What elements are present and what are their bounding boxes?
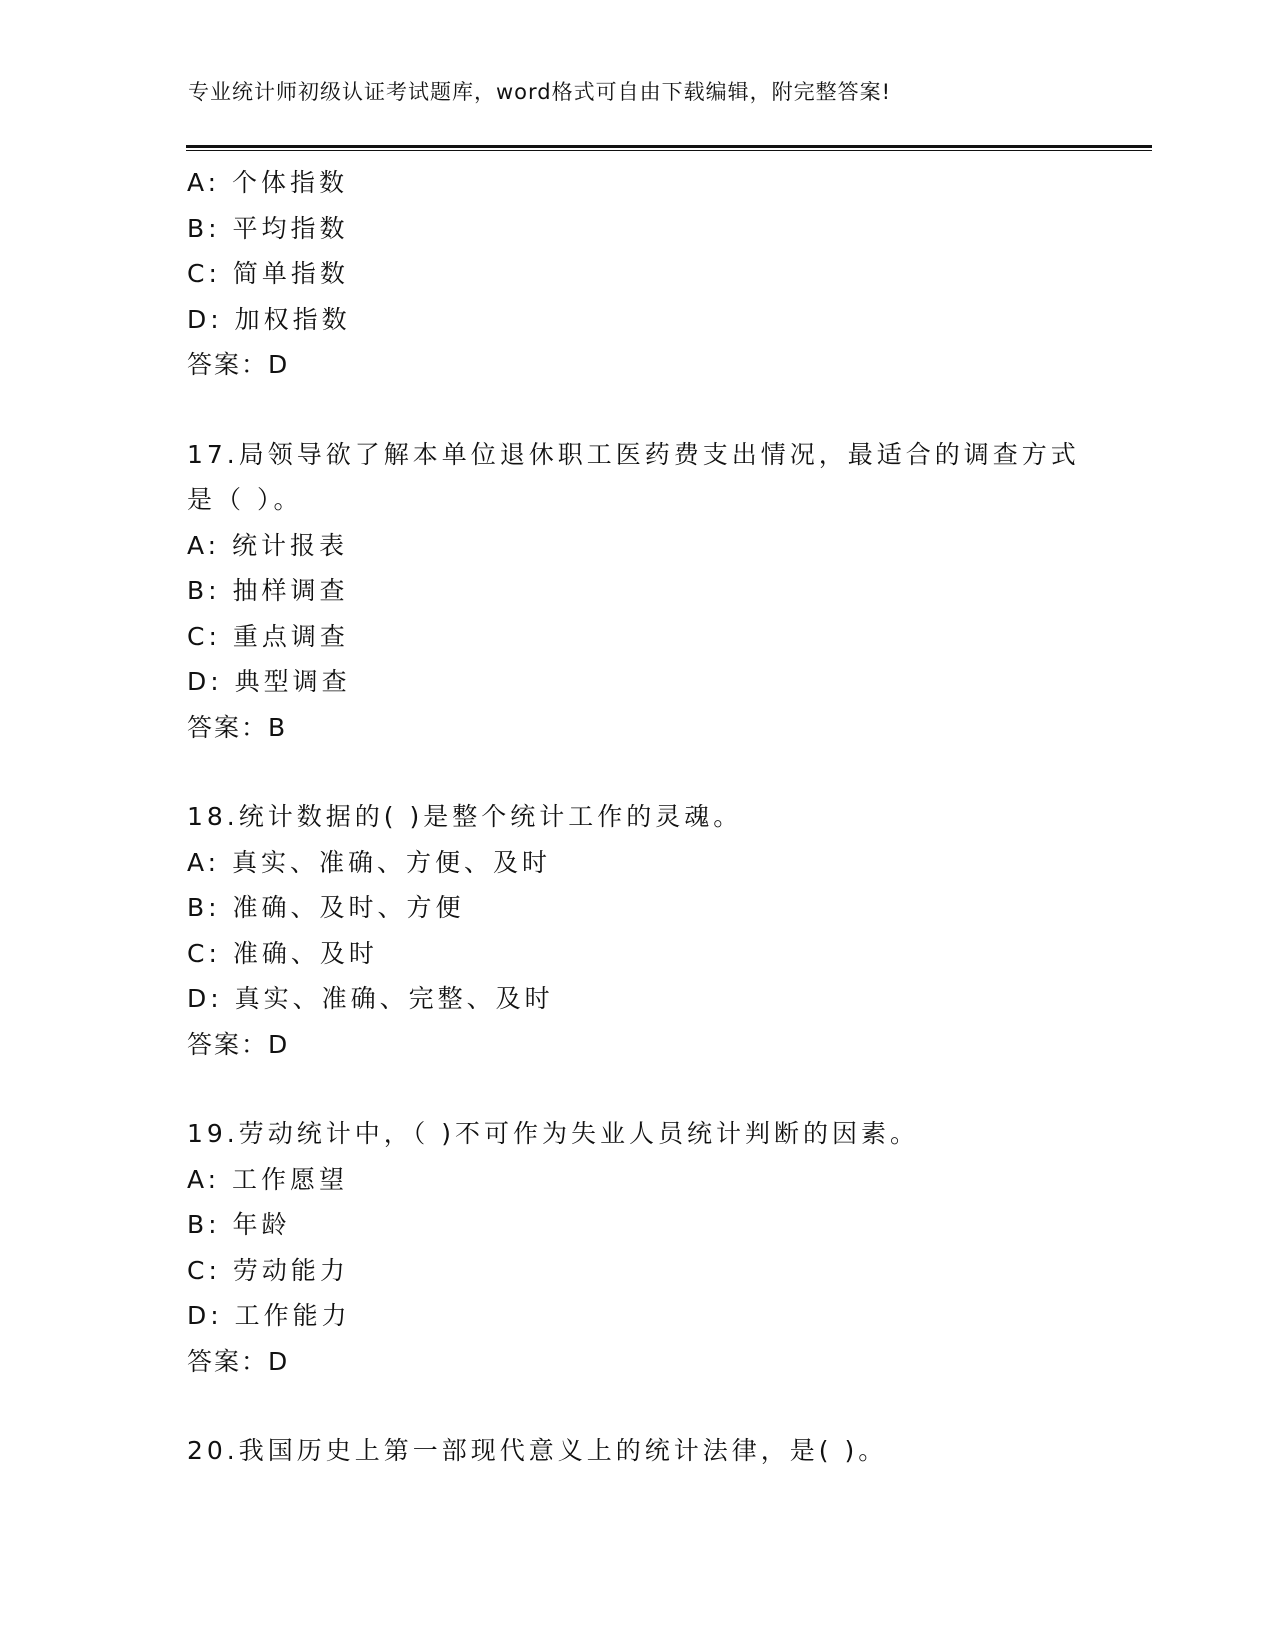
option-d: D: 真实、准确、完整、及时 <box>187 984 554 1013</box>
option-b: B: 抽样调查 <box>187 576 349 605</box>
question-stem: 17.局领导欲了解本单位退休职工医药费支出情况，最适合的调查方式 <box>187 439 1080 469</box>
answer-line: 答案：D <box>187 1346 290 1376</box>
page-header: 专业统计师初级认证考试题库，word格式可自由下载编辑，附完整答案! <box>188 80 892 104</box>
spacer <box>187 388 1127 432</box>
option-b: B: 平均指数 <box>187 213 349 243</box>
header-divider-thick <box>186 145 1152 148</box>
question-17 <box>187 432 1127 751</box>
option-c: C: 准确、及时 <box>187 938 378 968</box>
option-c: C: 劳动能力 <box>187 1255 349 1285</box>
question-stem-continued: 是（ ）。 <box>187 485 303 514</box>
question-stem: 20.我国历史上第一部现代意义上的统计法律，是( )。 <box>187 1436 888 1465</box>
option-b: B: 年龄 <box>187 1210 291 1239</box>
option-c: C: 重点调查 <box>187 621 349 651</box>
question-18 <box>187 794 1127 1067</box>
question-20 <box>187 1428 1127 1474</box>
spacer <box>187 1384 1127 1428</box>
question-stem: 19.劳动统计中，（ )不可作为失业人员统计判断的因素。 <box>187 1119 919 1148</box>
header-divider-thin <box>186 150 1152 151</box>
option-a: A: 工作愿望 <box>187 1164 349 1194</box>
answer-line: 答案：D <box>187 350 290 379</box>
question-16-fragment <box>187 160 1127 388</box>
spacer <box>187 1067 1127 1111</box>
answer-line: 答案：D <box>187 1029 290 1059</box>
option-c: C: 简单指数 <box>187 259 349 288</box>
option-d: D: 工作能力 <box>187 1301 351 1330</box>
question-content <box>187 160 1127 1474</box>
answer-line: 答案：B <box>187 712 288 742</box>
spacer <box>187 750 1127 794</box>
option-d: D: 典型调查 <box>187 667 351 696</box>
option-d: D: 加权指数 <box>187 304 351 334</box>
question-stem: 18.统计数据的( )是整个统计工作的灵魂。 <box>187 802 743 831</box>
option-a: A: 个体指数 <box>187 168 349 197</box>
option-a: A: 统计报表 <box>187 530 349 560</box>
option-a: A: 真实、准确、方便、及时 <box>187 847 552 877</box>
question-19 <box>187 1111 1127 1384</box>
option-b: B: 准确、及时、方便 <box>187 893 465 922</box>
